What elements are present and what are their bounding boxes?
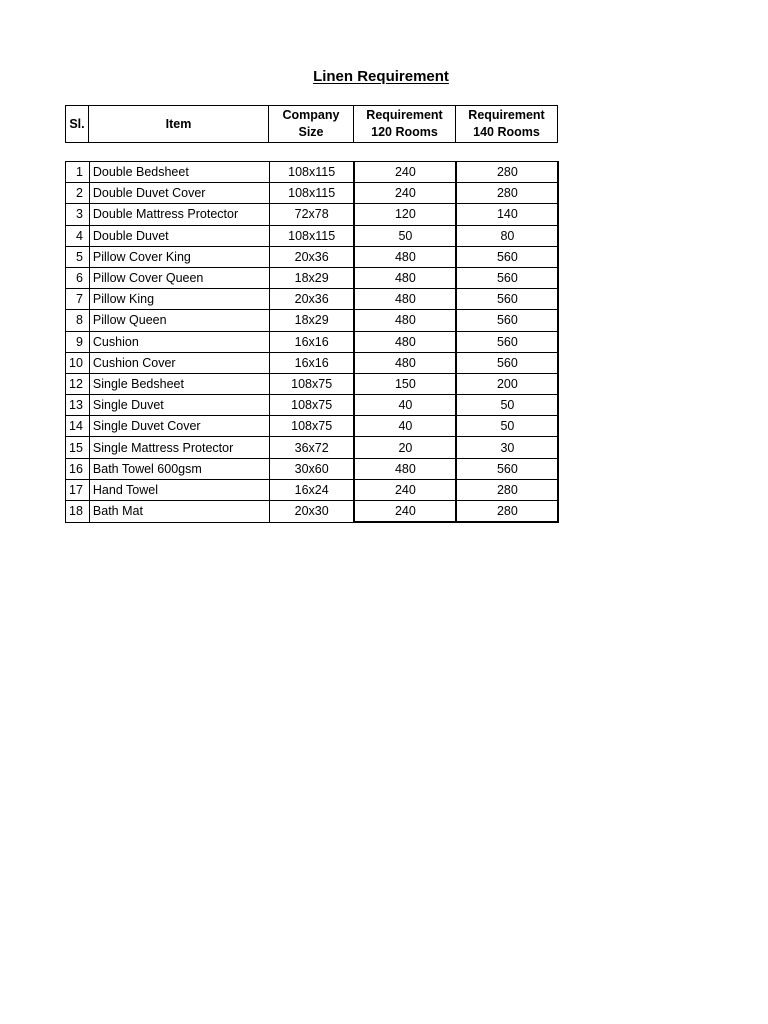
cell-company-size: 108x115 (269, 225, 354, 246)
cell-sl: 15 (66, 437, 90, 458)
table-row (66, 289, 559, 310)
table-row (66, 501, 559, 523)
cell-requirement-120: 240 (354, 501, 456, 523)
cell-company-size: 108x75 (269, 416, 354, 437)
cell-company-size: 108x75 (269, 395, 354, 416)
cell-company-size: 72x78 (269, 204, 354, 225)
table-row (66, 225, 559, 246)
cell-item: Pillow King (89, 289, 269, 310)
cell-requirement-140: 50 (456, 416, 558, 437)
cell-company-size: 30x60 (269, 458, 354, 479)
cell-requirement-120: 480 (354, 331, 456, 352)
table-row (66, 162, 559, 183)
header-company-size: Company Size (269, 106, 354, 143)
cell-item: Double Duvet Cover (89, 183, 269, 204)
table-row (66, 310, 559, 331)
header-requirement-120: Requirement 120 Rooms (354, 106, 456, 143)
cell-sl: 17 (66, 479, 90, 500)
cell-sl: 2 (66, 183, 90, 204)
table-row (66, 373, 559, 394)
cell-item: Pillow Cover Queen (89, 267, 269, 288)
cell-requirement-140: 80 (456, 225, 558, 246)
cell-company-size: 16x24 (269, 479, 354, 500)
cell-company-size: 108x115 (269, 162, 354, 183)
cell-item: Double Duvet (89, 225, 269, 246)
header-row (66, 106, 558, 143)
table-row (66, 352, 559, 373)
cell-requirement-120: 480 (354, 289, 456, 310)
cell-requirement-140: 560 (456, 267, 558, 288)
cell-item: Cushion Cover (89, 352, 269, 373)
table-row (66, 416, 559, 437)
cell-requirement-120: 50 (354, 225, 456, 246)
cell-requirement-140: 30 (456, 437, 558, 458)
cell-sl: 7 (66, 289, 90, 310)
cell-company-size: 18x29 (269, 267, 354, 288)
cell-sl: 16 (66, 458, 90, 479)
cell-company-size: 36x72 (269, 437, 354, 458)
cell-requirement-120: 40 (354, 416, 456, 437)
cell-requirement-120: 20 (354, 437, 456, 458)
cell-sl: 12 (66, 373, 90, 394)
cell-sl: 8 (66, 310, 90, 331)
table-row (66, 479, 559, 500)
cell-requirement-120: 480 (354, 458, 456, 479)
cell-sl: 6 (66, 267, 90, 288)
cell-item: Double Mattress Protector (89, 204, 269, 225)
cell-sl: 5 (66, 246, 90, 267)
cell-requirement-120: 150 (354, 373, 456, 394)
cell-requirement-140: 560 (456, 289, 558, 310)
cell-sl: 1 (66, 162, 90, 183)
cell-sl: 3 (66, 204, 90, 225)
cell-requirement-140: 560 (456, 246, 558, 267)
table-row (66, 267, 559, 288)
cell-sl: 9 (66, 331, 90, 352)
cell-requirement-120: 240 (354, 162, 456, 183)
cell-item: Hand Towel (89, 479, 269, 500)
linen-table (65, 161, 559, 523)
cell-company-size: 16x16 (269, 352, 354, 373)
header-item: Item (89, 106, 269, 143)
page-title: Linen Requirement (313, 68, 449, 85)
cell-company-size: 18x29 (269, 310, 354, 331)
table-row (66, 331, 559, 352)
cell-requirement-140: 560 (456, 310, 558, 331)
table-row (66, 204, 559, 225)
cell-item: Single Bedsheet (89, 373, 269, 394)
cell-sl: 4 (66, 225, 90, 246)
cell-sl: 13 (66, 395, 90, 416)
cell-requirement-140: 280 (456, 162, 558, 183)
cell-requirement-120: 480 (354, 352, 456, 373)
cell-requirement-140: 560 (456, 352, 558, 373)
cell-item: Pillow Queen (89, 310, 269, 331)
cell-requirement-120: 240 (354, 183, 456, 204)
table-row (66, 458, 559, 479)
cell-item: Bath Towel 600gsm (89, 458, 269, 479)
cell-item: Double Bedsheet (89, 162, 269, 183)
header-requirement-140: Requirement 140 Rooms (456, 106, 558, 143)
cell-requirement-140: 140 (456, 204, 558, 225)
cell-requirement-120: 480 (354, 267, 456, 288)
cell-sl: 18 (66, 501, 90, 523)
table-row (66, 183, 559, 204)
cell-requirement-140: 560 (456, 331, 558, 352)
cell-requirement-120: 480 (354, 310, 456, 331)
header-sl: Sl. (66, 106, 89, 143)
cell-item: Cushion (89, 331, 269, 352)
table-row (66, 246, 559, 267)
cell-company-size: 108x115 (269, 183, 354, 204)
cell-requirement-140: 560 (456, 458, 558, 479)
table-row (66, 395, 559, 416)
cell-company-size: 20x36 (269, 246, 354, 267)
cell-requirement-120: 480 (354, 246, 456, 267)
linen-table-body (66, 162, 559, 523)
cell-item: Pillow Cover King (89, 246, 269, 267)
cell-requirement-120: 40 (354, 395, 456, 416)
cell-company-size: 108x75 (269, 373, 354, 394)
table-row (66, 437, 559, 458)
cell-requirement-140: 50 (456, 395, 558, 416)
cell-requirement-140: 280 (456, 183, 558, 204)
cell-company-size: 20x30 (269, 501, 354, 523)
header-table (65, 105, 558, 143)
cell-sl: 10 (66, 352, 90, 373)
cell-company-size: 20x36 (269, 289, 354, 310)
cell-requirement-140: 280 (456, 479, 558, 500)
cell-requirement-140: 280 (456, 501, 558, 523)
cell-sl: 14 (66, 416, 90, 437)
cell-item: Single Duvet Cover (89, 416, 269, 437)
cell-requirement-120: 240 (354, 479, 456, 500)
cell-item: Single Mattress Protector (89, 437, 269, 458)
cell-company-size: 16x16 (269, 331, 354, 352)
cell-item: Bath Mat (89, 501, 269, 523)
cell-requirement-140: 200 (456, 373, 558, 394)
cell-item: Single Duvet (89, 395, 269, 416)
cell-requirement-120: 120 (354, 204, 456, 225)
